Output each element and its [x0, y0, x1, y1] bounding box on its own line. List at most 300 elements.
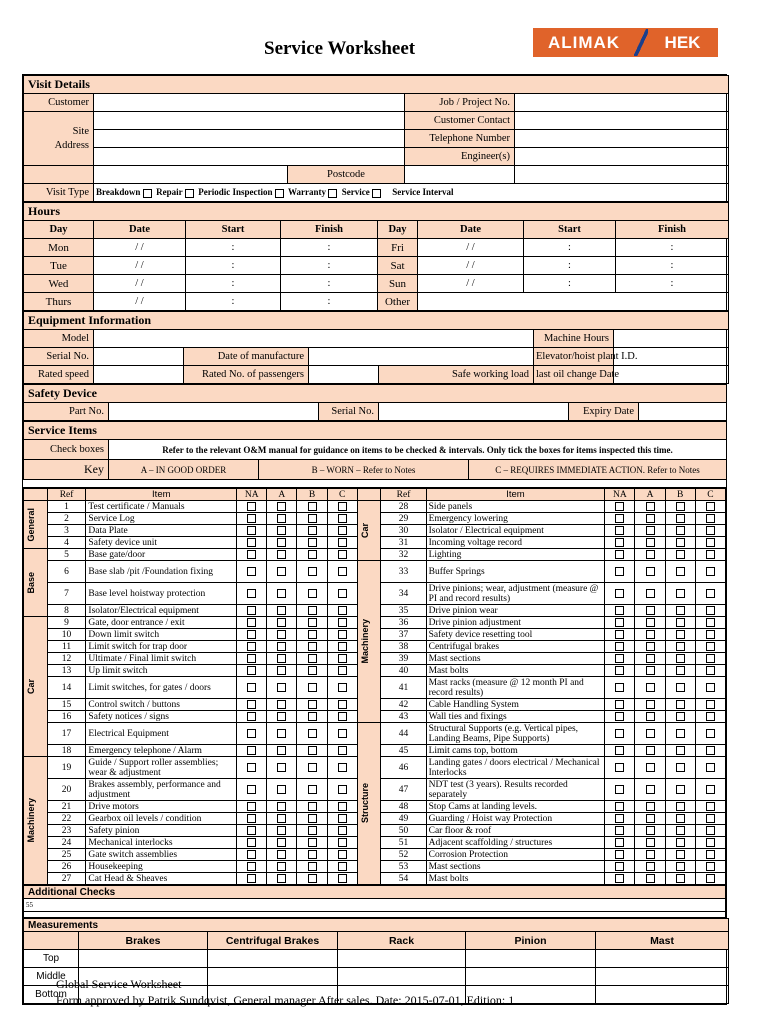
item-b-checkbox[interactable]	[308, 802, 317, 811]
item-na-checkbox[interactable]	[247, 838, 256, 847]
item-c-checkbox[interactable]	[706, 618, 715, 627]
item-a-checkbox[interactable]	[646, 700, 655, 709]
phone-field[interactable]	[515, 130, 729, 148]
item-a-checkbox[interactable]	[277, 589, 286, 598]
item-b-checkbox[interactable]	[308, 746, 317, 755]
job-field[interactable]	[515, 94, 729, 112]
item-c-checkbox[interactable]	[338, 785, 347, 794]
item-c-checkbox[interactable]	[338, 618, 347, 627]
item-c-checkbox[interactable]	[338, 746, 347, 755]
item-a-checkbox[interactable]	[277, 700, 286, 709]
item-b-checkbox[interactable]	[676, 567, 685, 576]
rated-speed-field[interactable]	[94, 366, 184, 384]
item-a-checkbox[interactable]	[277, 642, 286, 651]
key-b: B – WORN – Refer to Notes	[259, 460, 469, 480]
hours-date-2[interactable]: / /	[418, 275, 524, 293]
item-b-checkbox[interactable]	[308, 514, 317, 523]
item-a-checkbox[interactable]	[646, 802, 655, 811]
item-c-checkbox[interactable]	[706, 630, 715, 639]
hours-finish[interactable]: :	[281, 275, 378, 293]
item-a-checkbox[interactable]	[646, 589, 655, 598]
item-na-checkbox[interactable]	[247, 502, 256, 511]
item-b-checkbox[interactable]	[676, 850, 685, 859]
periodic-inspection-checkbox[interactable]	[275, 189, 284, 198]
rated-passengers-field[interactable]	[309, 366, 379, 384]
hours-date[interactable]: / /	[94, 293, 186, 311]
item-b-checkbox[interactable]	[308, 567, 317, 576]
item-c-checkbox[interactable]	[706, 712, 715, 721]
measurement-cell[interactable]	[338, 950, 466, 968]
item-a-checkbox[interactable]	[277, 712, 286, 721]
item-na-checkbox[interactable]	[247, 763, 256, 772]
item-na-checkbox[interactable]	[615, 874, 624, 883]
item-na-checkbox[interactable]	[247, 514, 256, 523]
model-field[interactable]	[94, 330, 534, 348]
item-a-checkbox[interactable]	[646, 763, 655, 772]
item-b-checkbox[interactable]	[308, 630, 317, 639]
item-b-checkbox[interactable]	[676, 550, 685, 559]
item-a-checkbox[interactable]	[646, 502, 655, 511]
item-b-checkbox[interactable]	[676, 826, 685, 835]
item-a-checkbox[interactable]	[277, 502, 286, 511]
item-na-cell	[605, 605, 635, 617]
hours-start-2[interactable]: :	[524, 239, 616, 257]
item-b-checkbox[interactable]	[308, 874, 317, 883]
item-c-checkbox[interactable]	[706, 862, 715, 871]
item-c-checkbox[interactable]	[706, 874, 715, 883]
item-na-checkbox[interactable]	[615, 618, 624, 627]
item-na-checkbox[interactable]	[615, 606, 624, 615]
item-c-checkbox[interactable]	[706, 567, 715, 576]
item-name: Mast sections	[426, 653, 605, 665]
item-c-checkbox[interactable]	[338, 802, 347, 811]
item-a-checkbox[interactable]	[646, 850, 655, 859]
item-name: Base level hoistway protection	[86, 583, 237, 605]
item-na-checkbox[interactable]	[615, 683, 624, 692]
item-a-checkbox[interactable]	[277, 606, 286, 615]
item-a-checkbox[interactable]	[277, 826, 286, 835]
item-c-checkbox[interactable]	[338, 838, 347, 847]
item-name: Guarding / Hoist way Protection	[426, 813, 605, 825]
item-c-checkbox[interactable]	[706, 838, 715, 847]
item-name: Incoming voltage record	[426, 537, 605, 549]
item-c-checkbox[interactable]	[706, 729, 715, 738]
item-b-checkbox[interactable]	[676, 618, 685, 627]
item-c-checkbox[interactable]	[338, 862, 347, 871]
item-na-checkbox[interactable]	[247, 850, 256, 859]
item-a-checkbox[interactable]	[277, 538, 286, 547]
item-c-checkbox[interactable]	[706, 642, 715, 651]
item-a-checkbox[interactable]	[646, 729, 655, 738]
item-na-checkbox[interactable]	[615, 654, 624, 663]
site-address-field-2[interactable]	[94, 130, 405, 148]
item-na-checkbox[interactable]	[247, 683, 256, 692]
hours-date[interactable]: / /	[94, 239, 186, 257]
customer-field[interactable]	[94, 94, 405, 112]
item-c-checkbox[interactable]	[706, 538, 715, 547]
item-na-checkbox[interactable]	[615, 550, 624, 559]
item-a-checkbox[interactable]	[646, 683, 655, 692]
item-a-checkbox[interactable]	[277, 618, 286, 627]
site-address-field-3[interactable]	[94, 148, 405, 166]
item-c-checkbox[interactable]	[338, 502, 347, 511]
hours-start-2[interactable]: :	[524, 257, 616, 275]
item-na-checkbox[interactable]	[247, 567, 256, 576]
item-c-checkbox[interactable]	[706, 700, 715, 709]
item-c-checkbox[interactable]	[706, 746, 715, 755]
item-c-checkbox[interactable]	[338, 514, 347, 523]
item-c-checkbox[interactable]	[706, 802, 715, 811]
item-c-checkbox[interactable]	[338, 874, 347, 883]
item-na-checkbox[interactable]	[615, 850, 624, 859]
item-na-checkbox[interactable]	[247, 550, 256, 559]
item-b-checkbox[interactable]	[676, 666, 685, 675]
item-a-checkbox[interactable]	[277, 814, 286, 823]
measurement-cell[interactable]	[79, 950, 208, 968]
hours-date-2[interactable]: / /	[418, 239, 524, 257]
hours-col-day: Day	[24, 221, 94, 239]
item-a-checkbox[interactable]	[277, 850, 286, 859]
hours-finish[interactable]: :	[281, 293, 378, 311]
item-b-checkbox[interactable]	[676, 654, 685, 663]
item-a-cell	[635, 653, 665, 665]
item-c-checkbox[interactable]	[338, 826, 347, 835]
item-na-checkbox[interactable]	[247, 526, 256, 535]
postcode-field[interactable]	[405, 166, 515, 184]
item-c-checkbox[interactable]	[706, 826, 715, 835]
item-c-checkbox[interactable]	[338, 700, 347, 709]
item-a-checkbox[interactable]	[277, 746, 286, 755]
item-b-checkbox[interactable]	[308, 538, 317, 547]
hours-finish[interactable]: :	[281, 239, 378, 257]
item-a-checkbox[interactable]	[646, 826, 655, 835]
item-b-cell	[297, 699, 327, 711]
item-na-checkbox[interactable]	[615, 838, 624, 847]
item-c-checkbox[interactable]	[706, 502, 715, 511]
item-b-checkbox[interactable]	[676, 589, 685, 598]
item-na-checkbox[interactable]	[615, 538, 624, 547]
item-c-checkbox[interactable]	[706, 550, 715, 559]
item-na-checkbox[interactable]	[247, 712, 256, 721]
measurement-cell[interactable]	[596, 968, 729, 986]
item-name: Drive pinions; wear, adjustment (measure @ PI and record results)	[426, 583, 605, 605]
item-c-checkbox[interactable]	[338, 538, 347, 547]
item-b-checkbox[interactable]	[676, 763, 685, 772]
item-b-checkbox[interactable]	[308, 862, 317, 871]
item-na-checkbox[interactable]	[615, 502, 624, 511]
item-c-checkbox[interactable]	[338, 683, 347, 692]
item-a-checkbox[interactable]	[277, 666, 286, 675]
item-na-checkbox[interactable]	[247, 630, 256, 639]
item-b-checkbox[interactable]	[308, 666, 317, 675]
dom-field[interactable]	[309, 348, 534, 366]
item-c-checkbox[interactable]	[338, 550, 347, 559]
item-na-checkbox[interactable]	[247, 802, 256, 811]
item-c-checkbox[interactable]	[338, 850, 347, 859]
item-na-checkbox[interactable]	[247, 746, 256, 755]
group-base	[24, 549, 48, 617]
safety-serial-field[interactable]	[379, 403, 569, 421]
item-b-checkbox[interactable]	[308, 850, 317, 859]
item-c-checkbox[interactable]	[338, 666, 347, 675]
hours-header-row	[24, 221, 729, 239]
item-na-checkbox[interactable]	[615, 862, 624, 871]
item-a-checkbox[interactable]	[646, 785, 655, 794]
item-b-checkbox[interactable]	[676, 700, 685, 709]
item-a-cell	[635, 549, 665, 561]
item-c-cell	[695, 861, 725, 873]
item-a-checkbox[interactable]	[277, 683, 286, 692]
item-na-checkbox[interactable]	[615, 814, 624, 823]
item-b-cell	[297, 617, 327, 629]
item-c-checkbox[interactable]	[338, 814, 347, 823]
hours-finish-2[interactable]: :	[616, 275, 729, 293]
item-ref: 7	[47, 583, 86, 605]
item-a-checkbox[interactable]	[646, 606, 655, 615]
item-na-cell	[237, 699, 267, 711]
item-b-checkbox[interactable]	[676, 712, 685, 721]
item-a-checkbox[interactable]	[277, 514, 286, 523]
part-no-field[interactable]	[109, 403, 319, 421]
item-a-checkbox[interactable]	[646, 642, 655, 651]
item-b-checkbox[interactable]	[676, 642, 685, 651]
item-a-checkbox[interactable]	[277, 874, 286, 883]
item-name: Landing gates / doors electrical / Mechanical Interlocks	[426, 757, 605, 779]
item-na-checkbox[interactable]	[247, 700, 256, 709]
hours-date-2[interactable]: / /	[418, 257, 524, 275]
additional-check-55[interactable]: 55	[24, 899, 726, 912]
item-a-checkbox[interactable]	[646, 838, 655, 847]
item-a-checkbox[interactable]	[277, 763, 286, 772]
machine-hours-field[interactable]	[614, 330, 729, 348]
item-na-checkbox[interactable]	[247, 814, 256, 823]
item-b-checkbox[interactable]	[676, 729, 685, 738]
item-b-checkbox[interactable]	[308, 785, 317, 794]
item-na-checkbox[interactable]	[615, 802, 624, 811]
item-na-checkbox[interactable]	[615, 729, 624, 738]
item-na-checkbox[interactable]	[615, 514, 624, 523]
item-a-checkbox[interactable]	[277, 785, 286, 794]
item-b-checkbox[interactable]	[676, 785, 685, 794]
item-a-checkbox[interactable]	[646, 654, 655, 663]
item-b-cell	[297, 801, 327, 813]
oil-change-field[interactable]	[614, 366, 729, 384]
item-b-checkbox[interactable]	[308, 683, 317, 692]
hours-date[interactable]: / /	[94, 257, 186, 275]
item-b-checkbox[interactable]	[308, 763, 317, 772]
site-address-field-1[interactable]	[94, 112, 405, 130]
item-c-checkbox[interactable]	[338, 606, 347, 615]
item-b-checkbox[interactable]	[676, 514, 685, 523]
item-a-checkbox[interactable]	[277, 654, 286, 663]
item-b-checkbox[interactable]	[676, 606, 685, 615]
repair-checkbox[interactable]	[185, 189, 194, 198]
item-b-checkbox[interactable]	[308, 606, 317, 615]
item-b-checkbox[interactable]	[308, 654, 317, 663]
item-na-checkbox[interactable]	[615, 630, 624, 639]
item-b-checkbox[interactable]	[308, 814, 317, 823]
hours-finish-2[interactable]: :	[616, 239, 729, 257]
item-na-checkbox[interactable]	[615, 746, 624, 755]
hours-other-field[interactable]	[418, 293, 729, 311]
item-a-checkbox[interactable]	[646, 814, 655, 823]
item-a-checkbox[interactable]	[646, 874, 655, 883]
item-b-checkbox[interactable]	[676, 502, 685, 511]
item-a-checkbox[interactable]	[277, 567, 286, 576]
item-na-checkbox[interactable]	[615, 712, 624, 721]
item-b-checkbox[interactable]	[676, 526, 685, 535]
measurement-cell[interactable]	[596, 986, 729, 1004]
item-na-checkbox[interactable]	[615, 700, 624, 709]
item-b-checkbox[interactable]	[308, 550, 317, 559]
measurement-cell[interactable]	[466, 950, 596, 968]
item-a-checkbox[interactable]	[277, 550, 286, 559]
item-c-checkbox[interactable]	[338, 763, 347, 772]
expiry-label: Expiry Date	[569, 403, 639, 421]
item-c-checkbox[interactable]	[706, 814, 715, 823]
item-c-checkbox[interactable]	[338, 642, 347, 651]
item-na-checkbox[interactable]	[247, 654, 256, 663]
item-c-checkbox[interactable]	[706, 589, 715, 598]
item-c-checkbox[interactable]	[338, 567, 347, 576]
item-b-checkbox[interactable]	[676, 874, 685, 883]
item-a-checkbox[interactable]	[277, 729, 286, 738]
item-c-checkbox[interactable]	[706, 850, 715, 859]
item-na-checkbox[interactable]	[615, 826, 624, 835]
item-b-checkbox[interactable]	[676, 746, 685, 755]
item-na-checkbox[interactable]	[615, 763, 624, 772]
hours-finish-2[interactable]: :	[616, 257, 729, 275]
item-c-checkbox[interactable]	[706, 763, 715, 772]
item-b-checkbox[interactable]	[308, 502, 317, 511]
hours-start[interactable]: :	[186, 239, 281, 257]
item-b-checkbox[interactable]	[308, 729, 317, 738]
item-a-checkbox[interactable]	[646, 550, 655, 559]
measurement-row-label: Middle	[24, 968, 79, 986]
item-b-checkbox[interactable]	[308, 838, 317, 847]
item-na-checkbox[interactable]	[247, 826, 256, 835]
item-c-cell	[327, 665, 357, 677]
item-a-checkbox[interactable]	[277, 838, 286, 847]
item-na-cell	[605, 849, 635, 861]
hours-date[interactable]: / /	[94, 275, 186, 293]
item-c-checkbox[interactable]	[706, 514, 715, 523]
hours-start[interactable]: :	[186, 257, 281, 275]
item-na-checkbox[interactable]	[247, 874, 256, 883]
expiry-field[interactable]	[639, 403, 727, 421]
item-b-checkbox[interactable]	[676, 683, 685, 692]
hours-start-2[interactable]: :	[524, 275, 616, 293]
item-na-checkbox[interactable]	[247, 606, 256, 615]
item-a-checkbox[interactable]	[646, 526, 655, 535]
item-na-checkbox[interactable]	[615, 642, 624, 651]
item-a-checkbox[interactable]	[277, 862, 286, 871]
item-a-checkbox[interactable]	[646, 514, 655, 523]
item-c-checkbox[interactable]	[706, 654, 715, 663]
breakdown-checkbox[interactable]	[143, 189, 152, 198]
item-c-checkbox[interactable]	[338, 630, 347, 639]
service-checkbox[interactable]	[372, 189, 381, 198]
item-na-checkbox[interactable]	[615, 567, 624, 576]
item-c-checkbox[interactable]	[338, 654, 347, 663]
item-na-checkbox[interactable]	[247, 618, 256, 627]
hours-start[interactable]: :	[186, 293, 281, 311]
item-b-checkbox[interactable]	[676, 862, 685, 871]
item-c-checkbox[interactable]	[338, 589, 347, 598]
item-na-checkbox[interactable]	[615, 589, 624, 598]
item-a-checkbox[interactable]	[646, 630, 655, 639]
item-b-checkbox[interactable]	[308, 526, 317, 535]
item-b-checkbox[interactable]	[676, 814, 685, 823]
item-a-checkbox[interactable]	[277, 630, 286, 639]
measurement-cell[interactable]	[596, 950, 729, 968]
item-c-cell	[327, 699, 357, 711]
measurement-cell[interactable]	[208, 950, 338, 968]
item-na-checkbox[interactable]	[247, 642, 256, 651]
item-a-checkbox[interactable]	[646, 746, 655, 755]
item-a-cell	[267, 801, 297, 813]
item-na-checkbox[interactable]	[247, 785, 256, 794]
item-a-checkbox[interactable]	[646, 618, 655, 627]
item-c-checkbox[interactable]	[338, 729, 347, 738]
item-a-checkbox[interactable]	[646, 538, 655, 547]
item-na-checkbox[interactable]	[615, 785, 624, 794]
item-a-checkbox[interactable]	[646, 712, 655, 721]
item-b-checkbox[interactable]	[676, 538, 685, 547]
item-a-checkbox[interactable]	[646, 862, 655, 871]
item-a-checkbox[interactable]	[277, 526, 286, 535]
item-c-checkbox[interactable]	[338, 712, 347, 721]
hours-start[interactable]: :	[186, 275, 281, 293]
address-field-4[interactable]	[94, 166, 288, 184]
item-b-checkbox[interactable]	[676, 802, 685, 811]
hours-finish[interactable]: :	[281, 257, 378, 275]
item-na-checkbox[interactable]	[247, 729, 256, 738]
item-c-checkbox[interactable]	[338, 526, 347, 535]
item-c-cell	[695, 617, 725, 629]
item-b-checkbox[interactable]	[308, 712, 317, 721]
item-c-checkbox[interactable]	[706, 683, 715, 692]
item-na-checkbox[interactable]	[247, 862, 256, 871]
item-b-checkbox[interactable]	[308, 589, 317, 598]
item-c-checkbox[interactable]	[706, 666, 715, 675]
item-na-checkbox[interactable]	[247, 666, 256, 675]
item-na-checkbox[interactable]	[615, 526, 624, 535]
item-a-checkbox[interactable]	[277, 802, 286, 811]
item-na-checkbox[interactable]	[247, 538, 256, 547]
item-a-cell	[267, 653, 297, 665]
visit-type-breakdown: Breakdown	[96, 187, 141, 198]
item-c-checkbox[interactable]	[706, 606, 715, 615]
item-c-checkbox[interactable]	[706, 785, 715, 794]
item-a-checkbox[interactable]	[646, 666, 655, 675]
item-b-checkbox[interactable]	[308, 642, 317, 651]
item-c-checkbox[interactable]	[706, 526, 715, 535]
serial-label: Serial No.	[24, 348, 94, 366]
item-a-checkbox[interactable]	[646, 567, 655, 576]
warranty-checkbox[interactable]	[328, 189, 337, 198]
serial-field[interactable]	[94, 348, 184, 366]
engineer-field[interactable]	[515, 148, 729, 166]
item-b-checkbox[interactable]	[676, 838, 685, 847]
item-na-checkbox[interactable]	[615, 666, 624, 675]
item-b-checkbox[interactable]	[676, 630, 685, 639]
item-b-checkbox[interactable]	[308, 700, 317, 709]
item-na-checkbox[interactable]	[247, 589, 256, 598]
contact-field[interactable]	[515, 112, 729, 130]
item-b-checkbox[interactable]	[308, 618, 317, 627]
item-b-checkbox[interactable]	[308, 826, 317, 835]
